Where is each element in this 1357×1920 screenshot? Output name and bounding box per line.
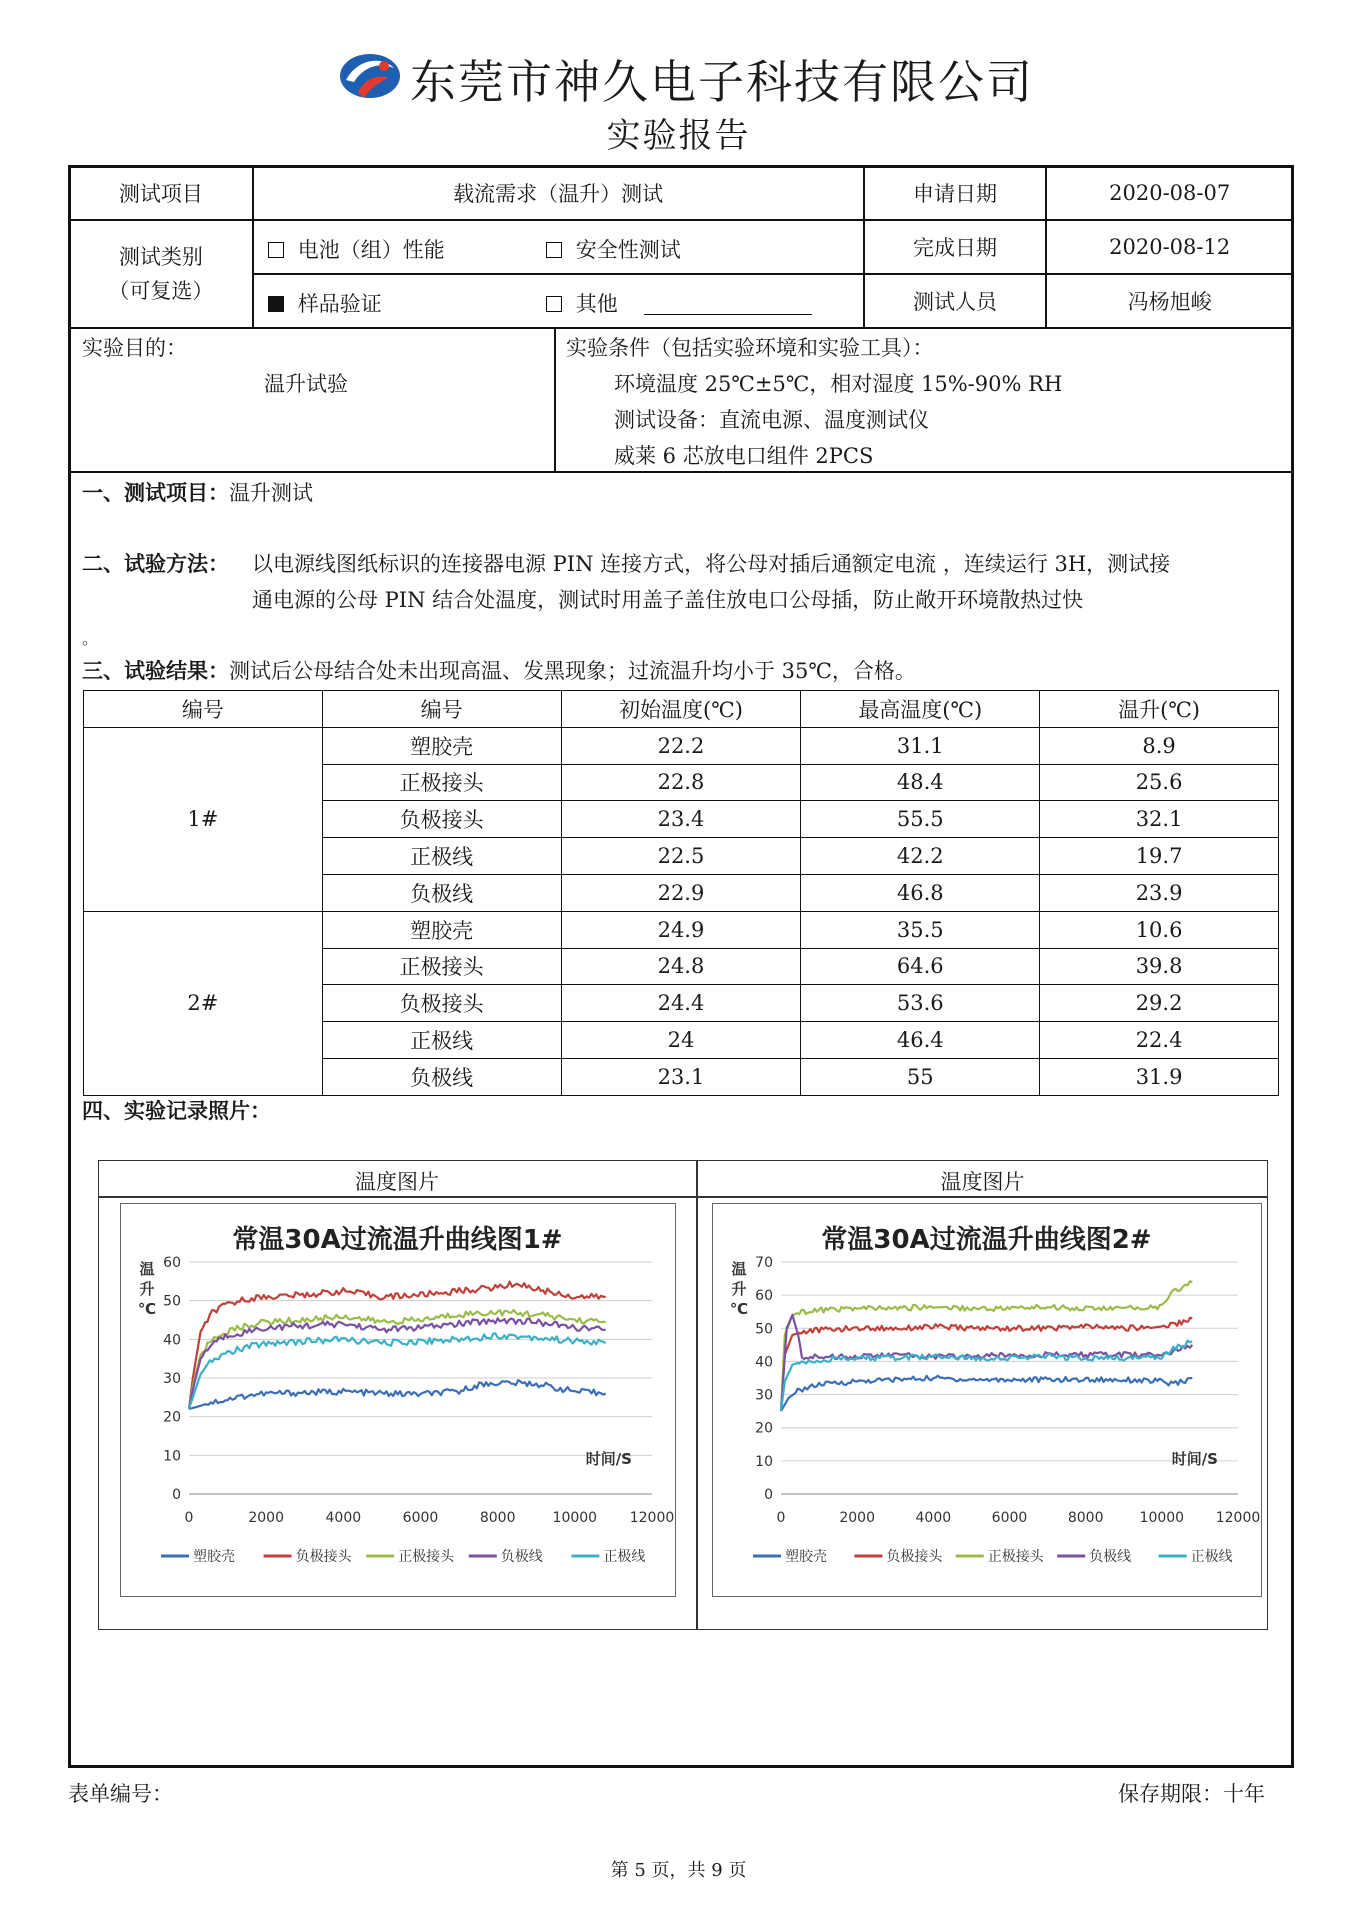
photo-box-title-rule xyxy=(98,1196,1268,1198)
x-tick-label: 12000 xyxy=(629,1510,674,1526)
condition-equipment: 测试设备：直流电源、温度测试仪 xyxy=(614,408,929,432)
cell-initial: 22.5 xyxy=(561,838,801,875)
legend-label: 负极线 xyxy=(1089,1549,1132,1565)
y-tick-label: 10 xyxy=(163,1448,181,1465)
cell-initial: 24.8 xyxy=(561,948,801,985)
purpose-value: 温升试验 xyxy=(264,372,348,396)
legend-label: 负极接头 xyxy=(295,1549,352,1565)
series-line-1 xyxy=(781,1318,1192,1411)
section-4-heading xyxy=(82,1094,271,1128)
section-3-text: 测试后公母结合处未出现高温、发黑现象；过流温升均小于 35℃，合格。 xyxy=(229,659,916,683)
y-tick-label: 30 xyxy=(163,1371,181,1387)
table-row xyxy=(84,727,1279,764)
sample-id-2: 2# xyxy=(84,911,323,1095)
test-item-label: 测试项目 xyxy=(69,166,253,220)
cell-initial: 24.9 xyxy=(561,911,801,948)
purpose-divider xyxy=(554,327,556,472)
y-tick-label: 20 xyxy=(163,1409,181,1426)
series-line-4 xyxy=(781,1341,1192,1412)
cell-max: 46.4 xyxy=(801,1022,1040,1059)
series-line-2 xyxy=(781,1281,1192,1411)
section-2-dot: 。 xyxy=(82,629,99,648)
series-line-0 xyxy=(189,1380,606,1409)
y-tick-label: 40 xyxy=(755,1354,773,1371)
x-tick-label: 4000 xyxy=(325,1510,362,1526)
cell-rise: 32.1 xyxy=(1040,801,1279,838)
checkbox-battery[interactable] xyxy=(268,242,284,258)
cell-rise: 23.9 xyxy=(1040,874,1279,911)
cell-initial: 23.4 xyxy=(561,801,801,838)
section-2-line2: 通电源的公母 PIN 结合处温度，测试时用盖子盖住放电口公母插，防止敞开环境散热过快 xyxy=(252,588,1084,612)
header-part: 编号 xyxy=(322,691,561,728)
section-3 xyxy=(82,654,916,688)
x-tick-label: 8000 xyxy=(479,1510,516,1526)
test-type-label xyxy=(69,220,253,328)
section-1-heading: 一、测试项目： xyxy=(82,481,229,505)
cell-rise: 10.6 xyxy=(1040,911,1279,948)
retention-period: 保存期限：十年 xyxy=(1118,1782,1265,1806)
y-tick-label: 0 xyxy=(764,1487,773,1503)
apply-date-value: 2020-08-07 xyxy=(1046,166,1293,220)
test-type-label-line2: （可复选） xyxy=(108,279,214,303)
y-tick-label: 30 xyxy=(755,1387,773,1404)
section-1 xyxy=(82,476,313,510)
cell-max: 55 xyxy=(801,1058,1040,1095)
cell-max: 55.5 xyxy=(801,801,1040,838)
cell-part: 正极接头 xyxy=(322,764,561,801)
section-2-heading-text: 二、试验方法： xyxy=(82,552,229,576)
photo-left-title: 温度图片 xyxy=(355,1170,439,1194)
finish-date-label: 完成日期 xyxy=(864,220,1047,274)
cell-part: 负极接头 xyxy=(322,985,561,1022)
y-tick-label: 0 xyxy=(172,1487,181,1503)
cell-rise: 19.7 xyxy=(1040,838,1279,875)
x-tick-label: 0 xyxy=(776,1510,786,1526)
header-max-temp: 最高温度(℃) xyxy=(801,691,1040,728)
series-line-3 xyxy=(781,1315,1192,1411)
legend-label: 正极线 xyxy=(1190,1549,1233,1565)
section-1-text: 温升测试 xyxy=(229,481,313,505)
checkbox-safety[interactable] xyxy=(546,242,562,258)
chart-2-svg xyxy=(713,1204,1260,1595)
x-tick-label: 2000 xyxy=(839,1510,875,1526)
x-tick-label: 10000 xyxy=(1139,1510,1185,1526)
legend-label: 负极线 xyxy=(500,1549,543,1565)
cell-max: 35.5 xyxy=(801,911,1040,948)
company-logo xyxy=(336,48,404,104)
purpose-label: 实验目的： xyxy=(82,336,187,360)
x-tick-label: 0 xyxy=(184,1510,194,1526)
condition-environment: 环境温度 25℃±5℃，相对湿度 15%-90% RH xyxy=(614,372,1063,396)
tester-label: 测试人员 xyxy=(864,274,1047,328)
y-tick-label: 60 xyxy=(163,1255,181,1271)
report-title: 实验报告 xyxy=(606,116,751,156)
cell-part: 负极线 xyxy=(322,874,561,911)
option-sample[interactable] xyxy=(268,288,382,318)
table-row xyxy=(84,911,1279,948)
cell-initial: 22.9 xyxy=(561,874,801,911)
x-tick-label: 6000 xyxy=(991,1510,1028,1526)
cell-part: 正极接头 xyxy=(322,948,561,985)
chart-title: 常温30A过流温升曲线图2# xyxy=(821,1225,1152,1255)
checkbox-other[interactable] xyxy=(546,296,562,312)
x-tick-label: 2000 xyxy=(248,1510,284,1526)
header-initial-temp: 初始温度(℃) xyxy=(561,691,801,728)
legend-label: 塑胶壳 xyxy=(785,1549,827,1565)
cell-part: 塑胶壳 xyxy=(322,727,561,764)
legend-label: 塑胶壳 xyxy=(193,1549,235,1565)
header-sample-no: 编号 xyxy=(84,691,323,728)
option-sample-label: 样品验证 xyxy=(297,292,382,316)
y-tick-label: 40 xyxy=(163,1332,181,1349)
legend-label: 正极接头 xyxy=(398,1549,455,1565)
info-table xyxy=(68,165,1294,329)
y-axis-label: ℃ xyxy=(137,1300,157,1318)
finish-date-value: 2020-08-12 xyxy=(1046,220,1293,274)
chart-1-svg xyxy=(121,1204,674,1595)
results-table xyxy=(83,690,1279,1096)
cell-max: 42.2 xyxy=(801,838,1040,875)
y-axis-label: 温 xyxy=(139,1260,155,1278)
page-number: 第 5 页，共 9 页 xyxy=(610,1860,747,1881)
test-type-options-row2 xyxy=(253,274,864,328)
photo-right-title: 温度图片 xyxy=(940,1170,1025,1194)
y-tick-label: 10 xyxy=(755,1453,773,1470)
condition-sample: 威莱 6 芯放电口组件 2PCS xyxy=(614,444,874,468)
option-other-label: 其他 xyxy=(575,292,618,316)
company-name: 东莞市神久电子科技有限公司 xyxy=(410,55,1034,109)
y-axis-label: ℃ xyxy=(729,1300,749,1318)
checkbox-sample-checked[interactable] xyxy=(268,296,284,312)
apply-date-label: 申请日期 xyxy=(864,166,1047,220)
option-battery[interactable] xyxy=(268,234,445,264)
option-battery-label: 电池（组）性能 xyxy=(297,238,445,262)
series-line-0 xyxy=(781,1376,1192,1411)
y-axis-label: 温 xyxy=(731,1260,747,1278)
x-tick-label: 6000 xyxy=(402,1510,439,1526)
y-tick-label: 60 xyxy=(755,1288,773,1305)
cell-rise: 22.4 xyxy=(1040,1022,1279,1059)
cell-max: 64.6 xyxy=(801,948,1040,985)
cell-part: 正极线 xyxy=(322,838,561,875)
conditions-label: 实验条件（包括实验环境和实验工具）： xyxy=(566,336,934,360)
chart-title: 常温30A过流温升曲线图1# xyxy=(232,1225,563,1255)
option-safety[interactable] xyxy=(546,234,681,264)
x-tick-label: 10000 xyxy=(552,1510,598,1526)
option-other[interactable] xyxy=(546,288,812,318)
section-4-heading-text: 四、实验记录照片： xyxy=(82,1099,271,1123)
section-2-heading xyxy=(82,547,229,581)
results-header-row xyxy=(84,691,1279,728)
y-tick-label: 50 xyxy=(755,1321,773,1338)
other-blank-line[interactable] xyxy=(644,294,812,315)
legend-label: 正极线 xyxy=(603,1549,646,1565)
cell-max: 46.8 xyxy=(801,874,1040,911)
legend-label: 正极接头 xyxy=(987,1549,1044,1565)
x-tick-label: 8000 xyxy=(1067,1510,1104,1526)
y-axis-label: 升 xyxy=(139,1280,155,1298)
cell-part: 正极线 xyxy=(322,1022,561,1059)
option-safety-label: 安全性测试 xyxy=(575,238,681,262)
header-temp-rise: 温升(℃) xyxy=(1040,691,1279,728)
cell-rise: 8.9 xyxy=(1040,727,1279,764)
cell-part: 负极接头 xyxy=(322,801,561,838)
section-2-line1: 以电源线图纸标识的连接器电源 PIN 连接方式，将公母对插后通额定电流 ，连续运行 3H，测试接 xyxy=(252,552,1171,576)
x-tick-label: 4000 xyxy=(915,1510,952,1526)
photo-box-divider xyxy=(696,1160,698,1630)
test-type-options-row1 xyxy=(253,220,864,274)
cell-rise: 29.2 xyxy=(1040,985,1279,1022)
y-tick-label: 50 xyxy=(163,1293,181,1310)
cell-initial: 23.1 xyxy=(561,1058,801,1095)
legend-label: 负极接头 xyxy=(886,1549,943,1565)
cell-max: 48.4 xyxy=(801,764,1040,801)
x-axis-label: 时间/S xyxy=(1171,1450,1218,1468)
cell-max: 53.6 xyxy=(801,985,1040,1022)
x-tick-label: 12000 xyxy=(1215,1510,1260,1526)
cell-rise: 31.9 xyxy=(1040,1058,1279,1095)
cell-initial: 24 xyxy=(561,1022,801,1059)
section-3-heading: 三、试验结果： xyxy=(82,659,229,683)
series-line-4 xyxy=(189,1333,606,1409)
chart-1-frame xyxy=(120,1203,676,1597)
test-item-value: 载流需求（温升）测试 xyxy=(253,166,864,220)
cell-rise: 39.8 xyxy=(1040,948,1279,985)
cell-part: 塑胶壳 xyxy=(322,911,561,948)
y-axis-label: 升 xyxy=(731,1280,747,1298)
sample-id-1: 1# xyxy=(84,727,323,911)
cell-max: 31.1 xyxy=(801,727,1040,764)
form-number-label: 表单编号： xyxy=(68,1782,173,1806)
test-type-label-line1: 测试类别 xyxy=(118,245,203,269)
cell-rise: 25.6 xyxy=(1040,764,1279,801)
tester-value: 冯杨旭峻 xyxy=(1046,274,1293,328)
cell-initial: 22.8 xyxy=(561,764,801,801)
chart-2-frame xyxy=(712,1203,1262,1597)
cell-part: 负极线 xyxy=(322,1058,561,1095)
cell-initial: 24.4 xyxy=(561,985,801,1022)
x-axis-label: 时间/S xyxy=(585,1450,632,1468)
y-tick-label: 20 xyxy=(755,1420,773,1437)
cell-initial: 22.2 xyxy=(561,727,801,764)
y-tick-label: 70 xyxy=(755,1255,773,1271)
